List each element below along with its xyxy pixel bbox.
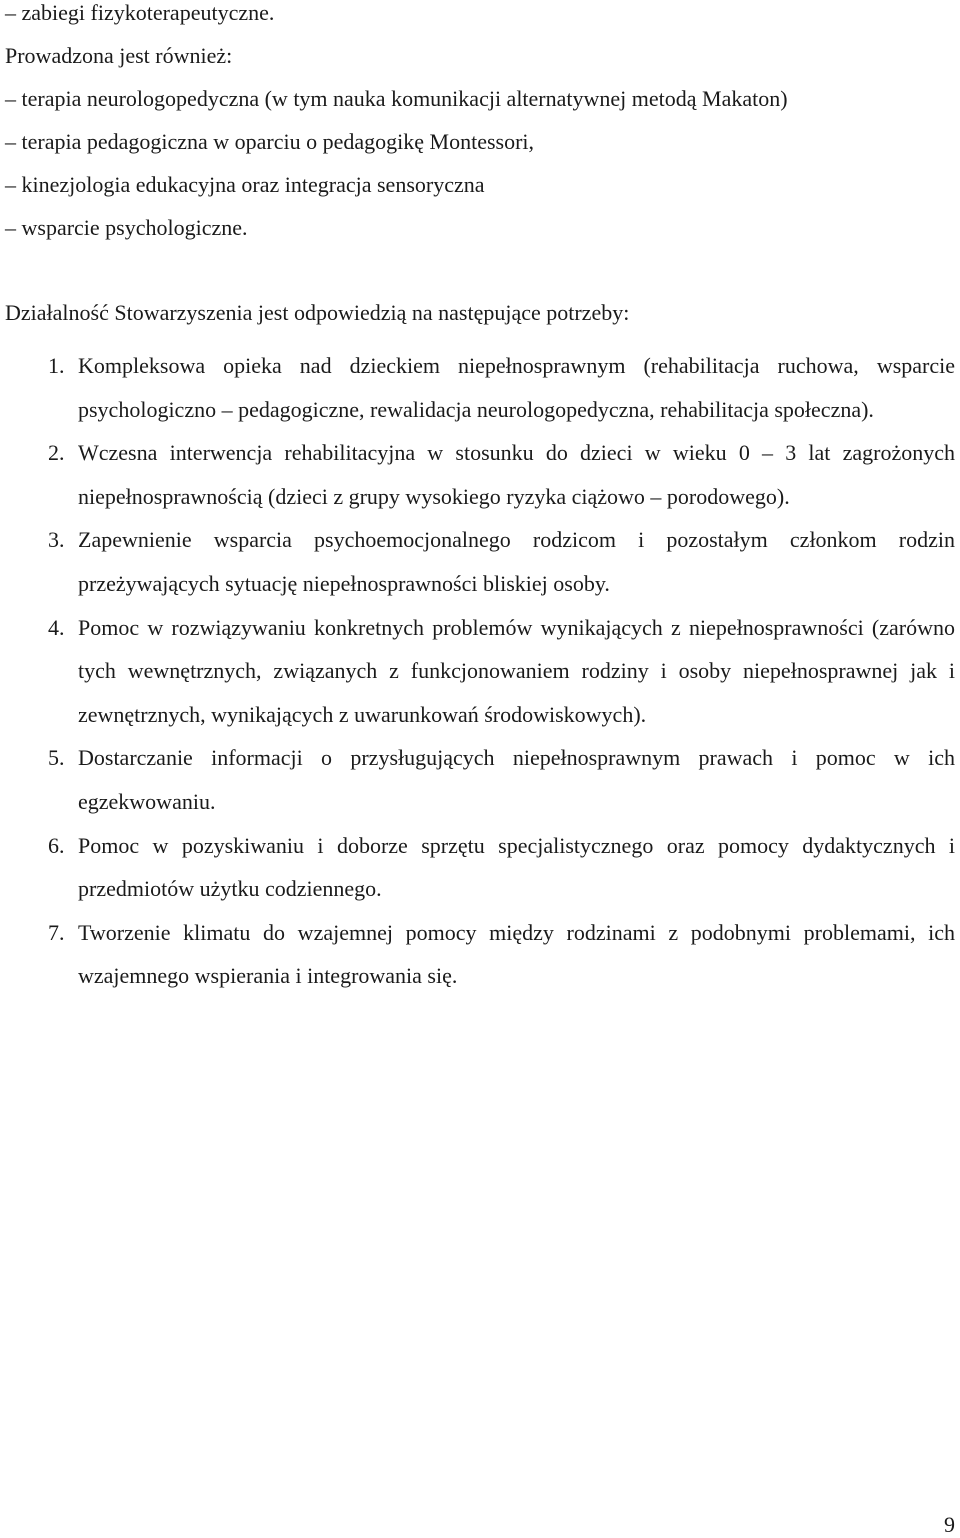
list-item-text: Zapewnienie wsparcia psychoemocjonalnego rodzicom i pozostałym członkom rodzin przeżywających sytuację niepełnosprawności bliskiej osoby.	[78, 527, 955, 596]
bullet-line-wsparcie: – wsparcie psychologiczne.	[5, 215, 248, 240]
list-item-text: Dostarczanie informacji o przysługujących niepełnosprawnym prawach i pomoc w ich egzekwowaniu.	[78, 745, 955, 814]
list-item	[0, 911, 960, 998]
list-item-number: 2.	[48, 440, 65, 466]
list-item-text: Wczesna interwencja rehabilitacyjna w stosunku do dzieci w wieku 0 – 3 lat zagrożonych niepełnosprawnością (dzieci z grupy wysokiego ryzyka ciążowo – porodowego).	[78, 440, 955, 509]
list-item-text: Pomoc w pozyskiwaniu i doborze sprzętu specjalistycznego oraz pomocy dydaktycznych i przedmiotów użytku codziennego.	[78, 832, 955, 902]
list-item	[0, 824, 960, 911]
list-item	[0, 431, 960, 518]
list-item-text: Tworzenie klimatu do wzajemnej pomocy między rodzinami z podobnymi problemami, ich wzajemnego wspierania i integrowania się.	[78, 919, 955, 989]
bullet-line-neurologopedia: – terapia neurologopedyczna (w tym nauka komunikacji alternatywnej metodą Makaton)	[5, 86, 788, 111]
list-item-text: Pomoc w rozwiązywaniu konkretnych problemów wynikających z niepełnosprawności (zarówno tych wewnętrznych, związanych z funkcjonowaniem rodziny i osoby niepełnosprawnej jak i zewnętrznych, wynikających z uwarunkowań środowiskowych).	[78, 614, 955, 727]
list-item-number: 3.	[48, 527, 65, 553]
list-item	[0, 736, 960, 823]
bullet-line-montessori: – terapia pedagogiczna w oparciu o pedagogikę Montessori,	[5, 129, 535, 154]
list-item	[0, 344, 960, 431]
list-item-number: 1.	[48, 353, 65, 378]
section-heading: Działalność Stowarzyszenia jest odpowiedzią na następujące potrzeby:	[5, 300, 630, 325]
bullet-line-fizykoterapia: – zabiegi fizykoterapeutyczne.	[5, 0, 275, 25]
list-item	[0, 518, 960, 605]
intro-line-prowadzona: Prowadzona jest również:	[5, 43, 233, 68]
list-item	[0, 606, 960, 737]
list-item-number: 5.	[48, 745, 65, 771]
needs-list	[0, 344, 960, 998]
page-number: 9	[944, 1512, 955, 1537]
list-item-number: 4.	[48, 614, 65, 640]
bullet-line-kinezjologia: – kinezjologia edukacyjna oraz integracja sensoryczna	[5, 172, 485, 197]
list-item-text: Kompleksowa opieka nad dzieckiem niepełnosprawnym (rehabilitacja ruchowa, wsparcie psychologiczno – pedagogiczne, rewalidacja neurologopedyczna, rehabilitacja społeczna).	[78, 353, 955, 422]
list-item-number: 6.	[48, 832, 65, 858]
list-item-number: 7.	[48, 919, 65, 945]
